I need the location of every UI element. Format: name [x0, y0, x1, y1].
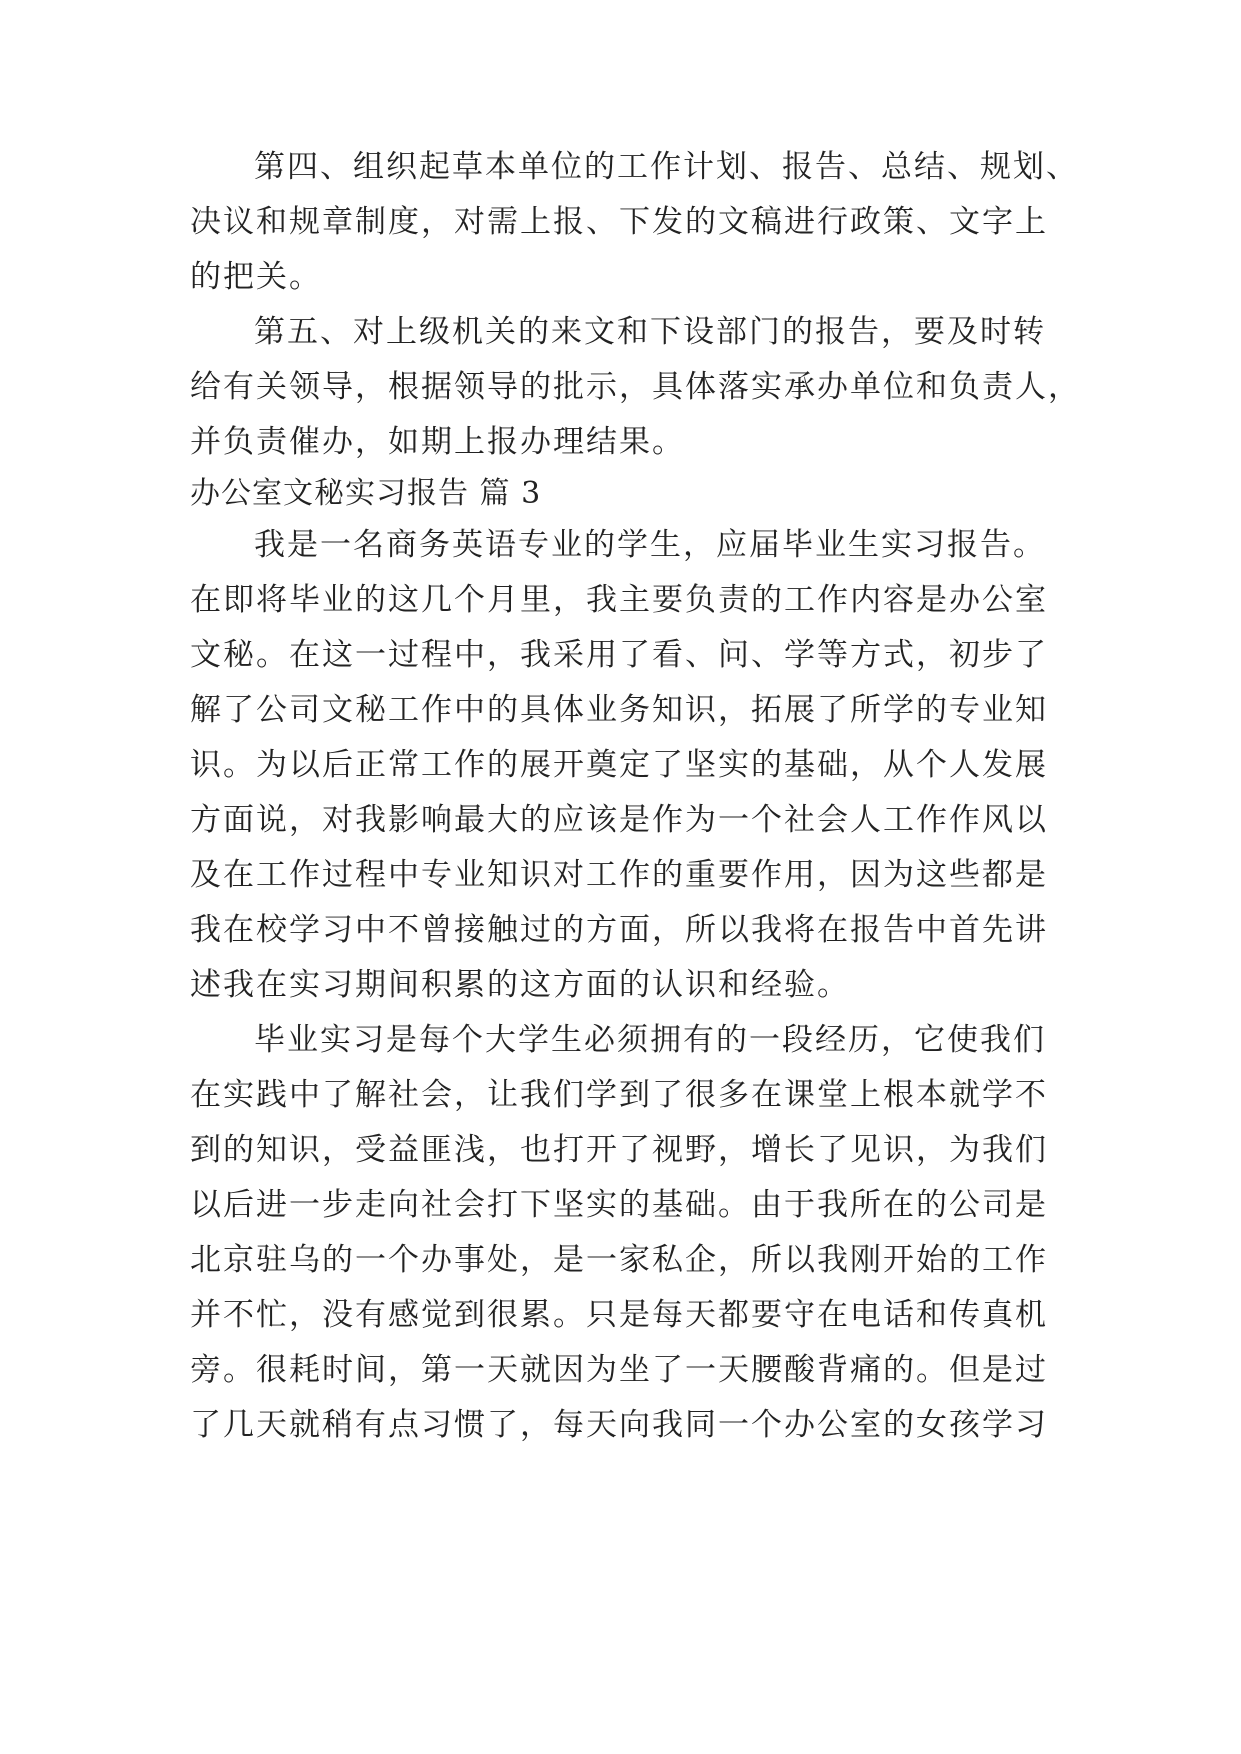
paragraph-5-line-2: 给有关领导，根据领导的批示，具体落实承办单位和负责人，: [190, 369, 1081, 405]
paragraph-intro-line-7: 及在工作过程中专业知识对工作的重要作用，因为这些都是: [190, 857, 1048, 893]
paragraph-intro-line-6: 方面说，对我影响最大的应该是作为一个社会人工作作风以: [190, 802, 1048, 838]
paragraph-internship-line-4: 以后进一步走向社会打下坚实的基础。由于我所在的公司是: [190, 1187, 1048, 1223]
paragraph-intro-line-9: 述我在实习期间积累的这方面的认识和经验。: [190, 967, 850, 1003]
paragraph-intro-line-8: 我在校学习中不曾接触过的方面，所以我将在报告中首先讲: [190, 912, 1048, 948]
paragraph-internship-line-1: 毕业实习是每个大学生必须拥有的一段经历，它使我们: [254, 1022, 1046, 1058]
section-heading: 办公室文秘实习报告 篇 3: [190, 476, 542, 511]
paragraph-internship-line-2: 在实践中了解社会，让我们学到了很多在课堂上根本就学不: [190, 1077, 1048, 1113]
paragraph-5-line-3: 并负责催办，如期上报办理结果。: [190, 424, 685, 460]
paragraph-internship-line-5: 北京驻乌的一个办事处，是一家私企，所以我刚开始的工作: [190, 1242, 1048, 1278]
paragraph-5-line-1: 第五、对上级机关的来文和下设部门的报告，要及时转: [254, 314, 1046, 350]
paragraph-4-line-1: 第四、组织起草本单位的工作计划、报告、总结、规划、: [254, 149, 1079, 185]
paragraph-intro-line-1: 我是一名商务英语专业的学生，应届毕业生实习报告。: [254, 527, 1046, 563]
paragraph-intro-line-2: 在即将毕业的这几个月里，我主要负责的工作内容是办公室: [190, 582, 1048, 618]
paragraph-internship-line-7: 旁。很耗时间，第一天就因为坐了一天腰酸背痛的。但是过: [190, 1352, 1048, 1388]
paragraph-internship-line-6: 并不忙，没有感觉到很累。只是每天都要守在电话和传真机: [190, 1297, 1048, 1333]
paragraph-intro-line-3: 文秘。在这一过程中，我采用了看、问、学等方式，初步了: [190, 637, 1048, 673]
paragraph-4-line-2: 决议和规章制度，对需上报、下发的文稿进行政策、文字上: [190, 204, 1048, 240]
paragraph-intro-line-4: 解了公司文秘工作中的具体业务知识，拓展了所学的专业知: [190, 692, 1048, 728]
paragraph-intro-line-5: 识。为以后正常工作的展开奠定了坚实的基础，从个人发展: [190, 747, 1048, 783]
paragraph-internship-line-3: 到的知识，受益匪浅，也打开了视野，增长了见识，为我们: [190, 1132, 1048, 1168]
paragraph-4-line-3: 的把关。: [190, 259, 322, 295]
paragraph-internship-line-8: 了几天就稍有点习惯了，每天向我同一个办公室的女孩学习: [190, 1407, 1048, 1443]
